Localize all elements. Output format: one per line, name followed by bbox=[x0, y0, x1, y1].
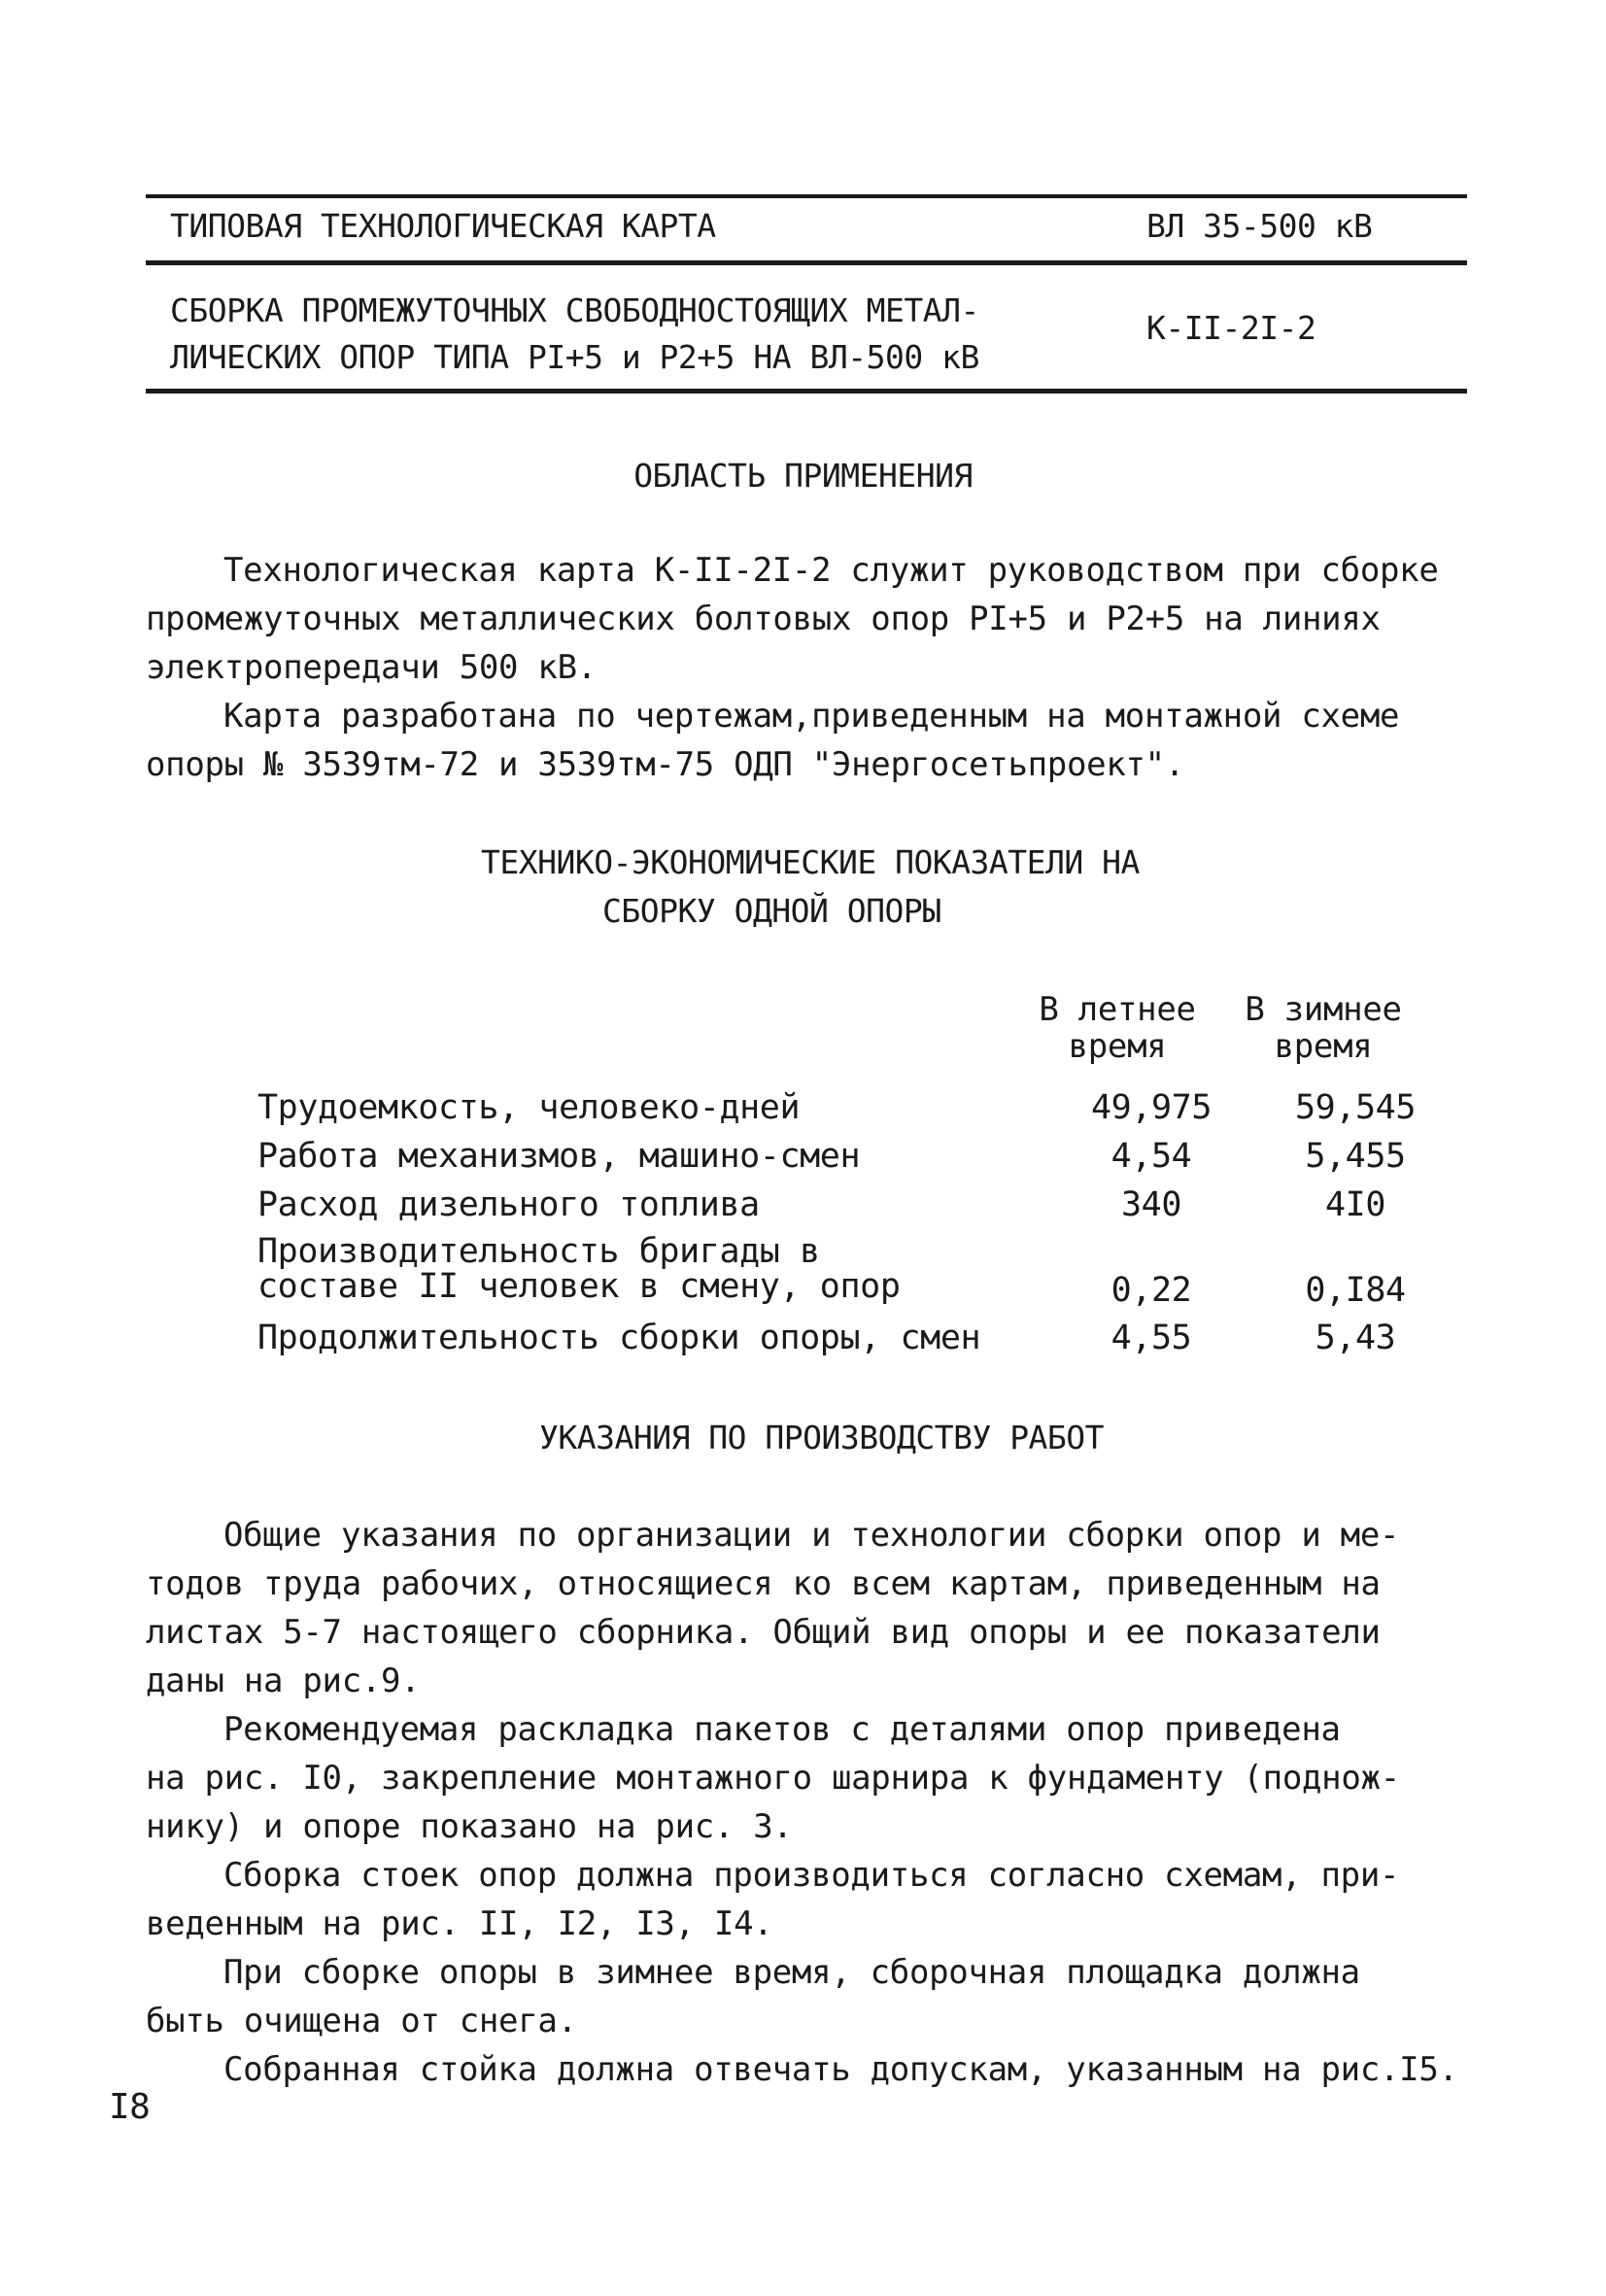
summer-value: 0,22 bbox=[1111, 1271, 1192, 1310]
table-row bbox=[257, 1088, 1423, 1135]
column-summer-line1: В летнее bbox=[1039, 990, 1196, 1029]
winter-value: 59,545 bbox=[1294, 1088, 1417, 1127]
table-row bbox=[257, 1234, 1423, 1321]
page-number: I8 bbox=[109, 2087, 151, 2127]
row-label: Продолжительность сборки опоры, смен bbox=[257, 1319, 981, 1357]
indicators-heading-line1: ТЕХНИКО-ЭКОНОМИЧЕСКИЕ ПОКАЗАТЕЛИ НА bbox=[481, 843, 1140, 881]
text-line: промежуточных металлических болтовых опор PI+5 и P2+5 на линиях bbox=[146, 600, 1381, 638]
text-line: Сборка стоек опор должна производиться согласно схемам, при- bbox=[223, 1856, 1400, 1895]
row-label: Расход дизельного топлива bbox=[257, 1185, 760, 1224]
text-line: быть очищена от снега. bbox=[146, 2002, 577, 2040]
indicators-heading-line2: СБОРКУ ОДНОЙ ОПОРЫ bbox=[602, 892, 941, 930]
row-label: Трудоемкость, человеко-дней bbox=[257, 1088, 801, 1127]
text-line: веденным на рис. II, I2, I3, I4. bbox=[146, 1904, 773, 1943]
header-middle-rule bbox=[146, 260, 1467, 265]
text-line: Карта разработана по чертежам,приведенным на монтажной схеме bbox=[223, 697, 1400, 736]
column-winter-header bbox=[1226, 991, 1420, 1065]
instructions-heading: УКАЗАНИЯ ПО ПРОИЗВОДСТВУ РАБОТ bbox=[539, 1419, 1105, 1456]
summer-value: 49,975 bbox=[1090, 1088, 1213, 1127]
winter-value: 5,455 bbox=[1305, 1137, 1406, 1176]
document-title-line1: СБОРКА ПРОМЕЖУТОЧНЫХ СВОБОДНОСТОЯЩИХ МЕТАЛ- bbox=[170, 291, 979, 329]
text-line: листах 5-7 настоящего сборника. Общий вид опоры и ее показатели bbox=[146, 1613, 1381, 1652]
text-line: Рекомендуемая раскладка пакетов с деталями опор приведена bbox=[223, 1710, 1341, 1749]
text-line: нику) и опоре показано на рис. 3. bbox=[146, 1807, 793, 1846]
text-line: Общие указания по организации и технологии сборки опор и ме- bbox=[223, 1516, 1400, 1555]
instructions-paragraph-1 bbox=[146, 1511, 1477, 1705]
instructions-paragraph-4 bbox=[146, 1948, 1477, 2045]
text-line: тодов труда рабочих, относящиеся ко всем картам, приведенным на bbox=[146, 1564, 1381, 1603]
winter-value: 5,43 bbox=[1315, 1319, 1396, 1357]
text-line: Собранная стойка должна отвечать допускам, указанным на рис.I5. bbox=[223, 2050, 1458, 2089]
text-line: на рис. I0, закрепление монтажного шарнира к фундаменту (поднож- bbox=[146, 1759, 1400, 1798]
summer-value: 4,54 bbox=[1111, 1137, 1192, 1176]
column-summer-header bbox=[1020, 991, 1214, 1065]
document-type: ТИПОВАЯ ТЕХНОЛОГИЧЕСКАЯ КАРТА bbox=[170, 207, 716, 245]
text-line: опоры № 3539тм-72 и 3539тм-75 ОДП "Энергосетьпроект". bbox=[146, 745, 1184, 784]
winter-value: 4I0 bbox=[1324, 1185, 1385, 1224]
summer-value: 4,55 bbox=[1111, 1319, 1192, 1357]
row-label-line2: составе II человек в смену, опор bbox=[257, 1267, 901, 1306]
row-label bbox=[257, 1234, 901, 1304]
text-line: даны на рис.9. bbox=[146, 1662, 421, 1700]
table-row bbox=[257, 1319, 1423, 1365]
instructions-paragraph-2 bbox=[146, 1705, 1477, 1851]
header-top-rule bbox=[146, 194, 1467, 198]
text-line: При сборке опоры в зимнее время, сборочная площадка должна bbox=[223, 1953, 1360, 1992]
column-winter-line2: время bbox=[1274, 1027, 1373, 1066]
table-row bbox=[257, 1185, 1423, 1232]
voltage-range: ВЛ 35-500 кВ bbox=[1146, 207, 1373, 245]
text-line: электропередачи 500 кВ. bbox=[146, 648, 597, 687]
scope-heading: ОБЛАСТЬ ПРИМЕНЕНИЯ bbox=[633, 457, 973, 495]
document-title-line2: ЛИЧЕСКИХ ОПОР ТИПА PI+5 и P2+5 НА ВЛ-500 кВ bbox=[170, 338, 979, 376]
column-summer-line2: время bbox=[1068, 1027, 1167, 1066]
summer-value: 340 bbox=[1120, 1185, 1181, 1224]
scope-paragraph-2 bbox=[146, 692, 1477, 789]
table-row bbox=[257, 1137, 1423, 1183]
column-winter-line1: В зимнее bbox=[1245, 990, 1402, 1029]
scope-paragraph-1 bbox=[146, 546, 1477, 692]
winter-value: 0,I84 bbox=[1305, 1271, 1406, 1310]
text-line: Технологическая карта К-II-2I-2 служит руководством при сборке bbox=[223, 551, 1439, 590]
instructions-paragraph-5 bbox=[146, 2045, 1477, 2094]
instructions-paragraph-3 bbox=[146, 1851, 1477, 1948]
row-label: Работа механизмов, машино-смен bbox=[257, 1137, 861, 1176]
row-label-line1: Производительность бригады в bbox=[257, 1232, 820, 1271]
header-bottom-rule bbox=[146, 389, 1467, 394]
document-code: К-II-2I-2 bbox=[1146, 309, 1316, 347]
